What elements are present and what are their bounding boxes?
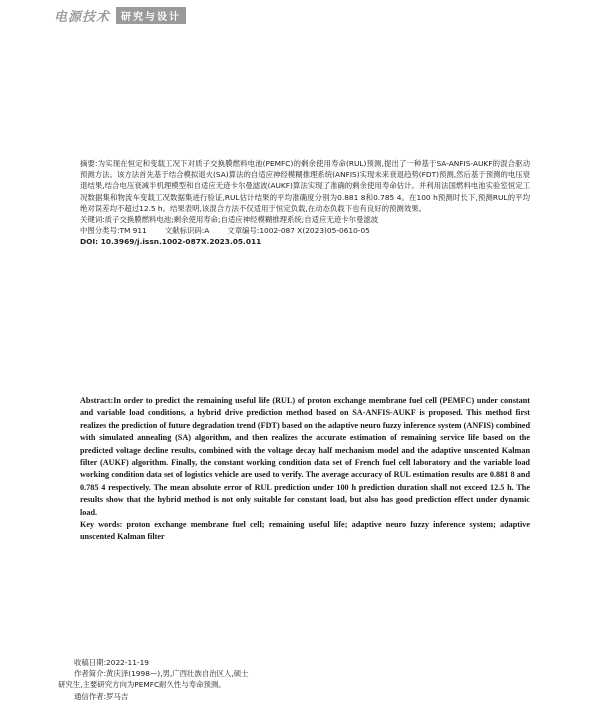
- english-abstract: Abstract:In order to predict the remaining useful life (RUL) of proton exchange membrane fuel cell (PEMFC) under constant and variable load conditions, a hybrid drive prediction method based on SA-ANFIS-AUKF is proposed. This method first realizes the prediction of future degradation trend (FDT) based on the adaptive neuro fuzzy inference system (ANFIS) combined with simulated annealing (SA) algorithm, and then realizes the accurate estimation of remaining service life based on the predicted voltage decline results, combined with the voltage decay half mechanism model and the adaptive unscented Kalman filter (AUKF) algorithm. Finally, the constant working condition data set of French fuel cell laboratory and the variable load working condition data set of logistics vehicle are used to verify. The average accuracy of RUL estimation results are 0.881 8 and 0.785 4 respectively. The mean absolute error of RUL prediction under 100 h prediction duration shall not exceed 12.5 h. The results show that the hybrid method is not only suitable for constant load, but also has good prediction effect under dynamic load.: [80, 396, 530, 517]
- clc-number: 中图分类号:TM 911: [80, 226, 147, 236]
- english-keywords: Key words: proton exchange membrane fuel cell; remaining useful life; adaptive neuro fuzzy inference system; adaptive unscented Kalman filter: [80, 520, 530, 542]
- section-badge: 研究与设计: [116, 7, 186, 24]
- author-info: 作者简介:黄庆泽(1998—),男,广西壮族自治区人,硕士: [74, 669, 249, 679]
- journal-name: 电源技术: [54, 9, 111, 25]
- classification-row: [80, 225, 530, 236]
- chinese-abstract-block: [80, 158, 530, 248]
- author-info-continued: 研究生,主要研究方向为PEMFC耐久性与寿命预测。: [58, 680, 226, 690]
- received-date: 收稿日期:2022-11-19: [74, 658, 150, 667]
- footnote: [58, 657, 358, 702]
- english-abstract-block: [80, 395, 530, 544]
- document-code: 文献标识码:A: [164, 226, 210, 236]
- doi: DOI: 10.3969/j.issn.1002-087X.2023.05.011: [80, 237, 262, 247]
- corresponding-author: 通信作者:罗马吉: [74, 691, 129, 701]
- journal-header: [54, 6, 186, 24]
- article-number: 文章编号:1002-087 X(2023)05-0610-05: [227, 226, 370, 236]
- chinese-abstract: 摘要:为实现在恒定和变载工况下对质子交换膜燃料电池(PEMFC)的剩余使用寿命(RUL)预测,提出了一种基于SA-ANFIS-AUKF的混合驱动预测方法。该方法首先基于结合模拟退火(SA)算法的自适应神经模糊推理系统(ANFIS)实现未来衰退趋势(FDT)预测,然后基于预测的电压衰退结果,结合电压衰减半机理模型和自适应无迹卡尔曼滤波(AUKF)算法实现了准确的剩余使用寿命估计。并利用法国燃料电池实验室恒定工况数据集和物流车变载工况数据集进行验证,RUL估计结果的平均准确度分别为0.881 8和0.785 4。在100 h预测时长下,预测RUL的平均绝对误差均不超过12.5 h。结果表明,该混合方法不仅适用于恒定负载,在动态负载下也有良好的预测效果。: [80, 159, 531, 213]
- chinese-keywords: 关键词:质子交换膜燃料电池;剩余使用寿命;自适应神经模糊推理系统;自适应无迹卡尔曼滤波: [80, 215, 379, 225]
